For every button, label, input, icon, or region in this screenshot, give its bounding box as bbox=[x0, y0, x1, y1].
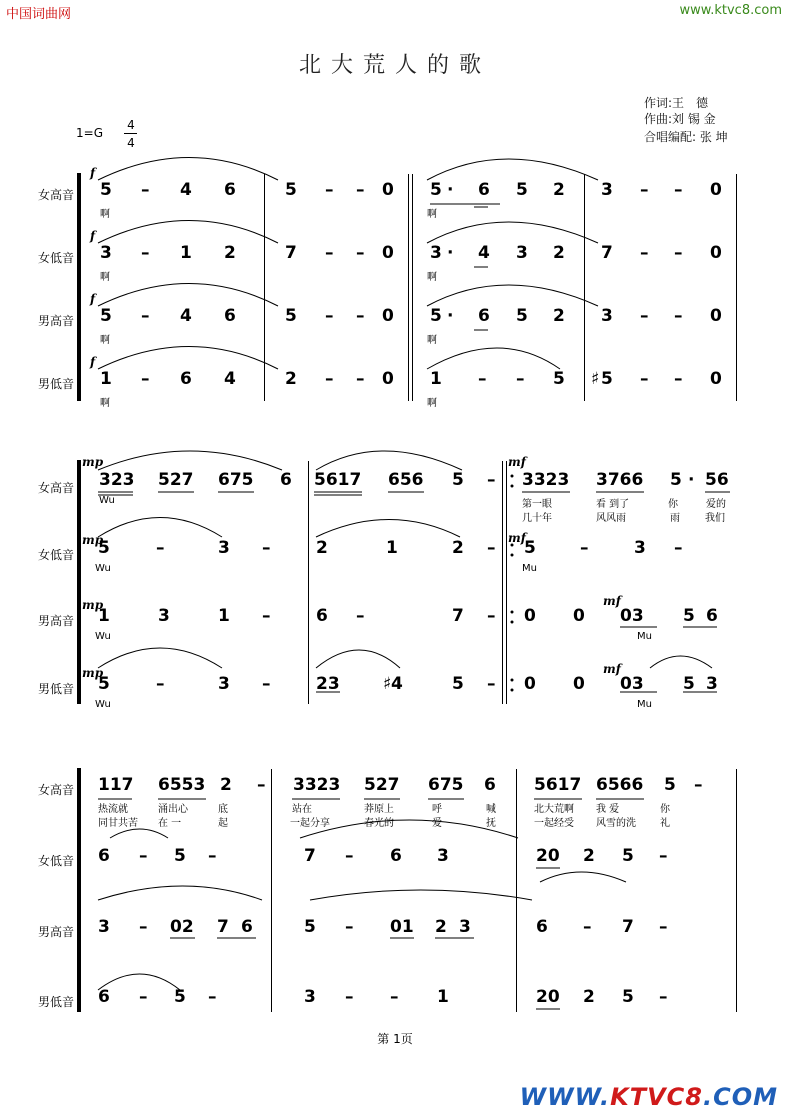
composer-credit: 作曲:刘 锡 金 bbox=[644, 112, 716, 126]
note: 4 bbox=[224, 369, 236, 389]
note: 3 bbox=[706, 674, 718, 694]
lyric: 热流就 bbox=[98, 804, 128, 815]
lyric-verse-2: 春光的 bbox=[364, 818, 394, 829]
voice-label-alto: 女低音 bbox=[37, 251, 74, 265]
lyric-verse-2: 同甘共苦 bbox=[98, 818, 138, 829]
note: 5 bbox=[100, 306, 112, 326]
note: 3 bbox=[158, 606, 170, 626]
voice-label-soprano: 女高音 bbox=[37, 481, 74, 495]
lyric-verse-2: 爱 bbox=[432, 818, 442, 829]
dynamic-mark: mp bbox=[82, 598, 104, 612]
lyric: Mu bbox=[522, 563, 537, 574]
note: – bbox=[262, 606, 271, 626]
note: 323 bbox=[99, 470, 135, 490]
note: 02 bbox=[170, 917, 194, 937]
lyric: Wu bbox=[99, 495, 115, 506]
lyric-verse-2: 雨 bbox=[670, 513, 680, 524]
note: – bbox=[674, 180, 683, 200]
note: 3 bbox=[601, 180, 613, 200]
note: 7 bbox=[622, 917, 634, 937]
dynamic-mark: f bbox=[90, 355, 96, 369]
lyric: 喊 bbox=[486, 804, 496, 815]
lyric: 涌出心 bbox=[158, 804, 188, 815]
note: – bbox=[156, 674, 165, 694]
note: · bbox=[688, 470, 695, 490]
note: 2 bbox=[316, 538, 328, 558]
note: – bbox=[580, 538, 589, 558]
lyric: 莽原上 bbox=[364, 804, 394, 815]
note: 5 bbox=[516, 306, 528, 326]
note: 0 bbox=[573, 674, 585, 694]
note: 4 bbox=[180, 306, 192, 326]
note: 5 bbox=[553, 369, 565, 389]
note: 5 bbox=[670, 470, 682, 490]
note: 1 bbox=[218, 606, 230, 626]
arranger-credit: 合唱编配: 张 坤 bbox=[644, 130, 728, 144]
lyric: 啊 bbox=[100, 272, 110, 283]
note: 3 bbox=[304, 987, 316, 1007]
note: – bbox=[208, 846, 217, 866]
note: 0 bbox=[382, 180, 394, 200]
note: 01 bbox=[390, 917, 414, 937]
note: – bbox=[487, 674, 496, 694]
page-number: 第 1页 bbox=[377, 1032, 413, 1046]
note: 5617 bbox=[534, 775, 582, 795]
note: – bbox=[141, 180, 150, 200]
note: – bbox=[325, 243, 334, 263]
note: 6566 bbox=[596, 775, 644, 795]
note: 03 bbox=[620, 606, 644, 626]
note: – bbox=[356, 243, 365, 263]
note: 5 bbox=[100, 180, 112, 200]
note: 20 bbox=[536, 846, 560, 866]
voice-label-alto: 女低音 bbox=[37, 548, 74, 562]
note: 4 bbox=[180, 180, 192, 200]
note: – bbox=[674, 538, 683, 558]
note: – bbox=[141, 243, 150, 263]
note: – bbox=[487, 606, 496, 626]
note: – bbox=[674, 306, 683, 326]
lyric-verse-2: 起 bbox=[218, 818, 228, 829]
note: – bbox=[141, 369, 150, 389]
lyric: 看 到了 bbox=[596, 499, 630, 510]
note: 5 bbox=[452, 470, 464, 490]
note: 1 bbox=[98, 606, 110, 626]
note: 3323 bbox=[293, 775, 341, 795]
lyric: 你 bbox=[668, 499, 678, 510]
lyric-verse-2: 几十年 bbox=[522, 513, 552, 524]
note: 6 bbox=[478, 180, 490, 200]
voice-label-soprano: 女高音 bbox=[37, 783, 74, 797]
lyric: 北大荒啊 bbox=[534, 804, 574, 815]
lyric: Mu bbox=[637, 699, 652, 710]
note: 0 bbox=[710, 243, 722, 263]
voice-label-soprano: 女高音 bbox=[37, 188, 74, 202]
note: · bbox=[447, 306, 454, 326]
note: 6 bbox=[536, 917, 548, 937]
note: 5 bbox=[304, 917, 316, 937]
note: 5 bbox=[683, 674, 695, 694]
note: 1 bbox=[430, 369, 442, 389]
note: 1 bbox=[386, 538, 398, 558]
note: 6553 bbox=[158, 775, 206, 795]
note: 6 bbox=[390, 846, 402, 866]
note: 0 bbox=[710, 306, 722, 326]
note: 3766 bbox=[596, 470, 644, 490]
note: 1 bbox=[180, 243, 192, 263]
note: 675 bbox=[428, 775, 464, 795]
note: – bbox=[325, 180, 334, 200]
note: 3 bbox=[218, 538, 230, 558]
footer-prefix: WWW. bbox=[519, 1083, 611, 1111]
note: 117 bbox=[98, 775, 134, 795]
note: 7 bbox=[304, 846, 316, 866]
note: 2 bbox=[553, 306, 565, 326]
note: – bbox=[478, 369, 487, 389]
voice-label-bass: 男低音 bbox=[37, 682, 74, 696]
note: – bbox=[356, 306, 365, 326]
note: 5 bbox=[683, 606, 695, 626]
note: 3 bbox=[634, 538, 646, 558]
lyric: 啊 bbox=[100, 209, 110, 220]
footer-mid: KTVC8 bbox=[610, 1083, 703, 1111]
dynamic-mark: mf bbox=[603, 662, 621, 676]
note: – bbox=[487, 470, 496, 490]
lyric: 第一眼 bbox=[522, 499, 552, 510]
note: – bbox=[674, 243, 683, 263]
note: · bbox=[447, 243, 454, 263]
note: 527 bbox=[364, 775, 400, 795]
lyric-verse-2: 我们 bbox=[705, 513, 725, 524]
note: 2 bbox=[452, 538, 464, 558]
note: 3 bbox=[459, 917, 471, 937]
note: 5 bbox=[430, 180, 442, 200]
note: 0 bbox=[710, 180, 722, 200]
note: – bbox=[139, 917, 148, 937]
note: 3323 bbox=[522, 470, 570, 490]
lyric-verse-2: 风雪的洗 bbox=[596, 818, 636, 829]
dynamic-mark: f bbox=[90, 229, 96, 243]
lyric: 啊 bbox=[427, 272, 437, 283]
note: 5 bbox=[174, 987, 186, 1007]
note: – bbox=[674, 369, 683, 389]
note: – bbox=[659, 917, 668, 937]
note: – bbox=[356, 180, 365, 200]
note: 3 bbox=[218, 674, 230, 694]
note: 5 bbox=[430, 306, 442, 326]
lyric: 你 bbox=[660, 804, 670, 815]
lyric: 啊 bbox=[100, 398, 110, 409]
note: ♯ bbox=[383, 674, 392, 694]
note: · bbox=[447, 180, 454, 200]
note: 6 bbox=[316, 606, 328, 626]
note: 7 bbox=[452, 606, 464, 626]
note: – bbox=[257, 775, 266, 795]
note: 5 bbox=[98, 674, 110, 694]
note: 3 bbox=[100, 243, 112, 263]
lyric: Wu bbox=[95, 631, 111, 642]
dynamic-mark: mf bbox=[603, 594, 621, 608]
lyric: Mu bbox=[637, 631, 652, 642]
note: 3 bbox=[601, 306, 613, 326]
note: 0 bbox=[710, 369, 722, 389]
note: 5 bbox=[174, 846, 186, 866]
site-name-left[interactable]: 中国词曲网 bbox=[6, 7, 72, 22]
note: – bbox=[141, 306, 150, 326]
note: – bbox=[356, 369, 365, 389]
lyric: 我 爱 bbox=[596, 804, 620, 815]
key-signature: 1=G bbox=[76, 126, 103, 140]
note: 56 bbox=[705, 470, 729, 490]
note: – bbox=[640, 306, 649, 326]
note: – bbox=[640, 243, 649, 263]
lyric: 啊 bbox=[100, 335, 110, 346]
note: 5 bbox=[601, 369, 613, 389]
note: 0 bbox=[524, 606, 536, 626]
lyric: 啊 bbox=[427, 209, 437, 220]
note: 3 bbox=[430, 243, 442, 263]
footer-watermark[interactable] bbox=[520, 1083, 778, 1111]
note: – bbox=[345, 917, 354, 937]
note: – bbox=[516, 369, 525, 389]
note: – bbox=[659, 987, 668, 1007]
note: ♯ bbox=[591, 369, 600, 389]
note: 5 bbox=[452, 674, 464, 694]
lyric: 啊 bbox=[427, 398, 437, 409]
note: 3 bbox=[98, 917, 110, 937]
site-url-right[interactable]: www.ktvc8.com bbox=[679, 3, 782, 18]
note: 675 bbox=[218, 470, 254, 490]
note: 7 bbox=[601, 243, 613, 263]
lyric: 爱的 bbox=[706, 499, 726, 510]
voice-label-tenor: 男高音 bbox=[37, 314, 74, 328]
voice-label-bass: 男低音 bbox=[37, 995, 74, 1009]
note: 6 bbox=[280, 470, 292, 490]
voice-label-tenor: 男高音 bbox=[37, 925, 74, 939]
note: 0 bbox=[524, 674, 536, 694]
dynamic-mark: mp bbox=[82, 533, 104, 547]
voice-label-alto: 女低音 bbox=[37, 854, 74, 868]
note: 5 bbox=[98, 538, 110, 558]
note: – bbox=[583, 917, 592, 937]
note: 23 bbox=[316, 674, 340, 694]
note: – bbox=[325, 369, 334, 389]
note: 7 bbox=[285, 243, 297, 263]
note: 2 bbox=[220, 775, 232, 795]
lyric: 呼 bbox=[432, 804, 442, 815]
footer-suffix: .COM bbox=[702, 1083, 778, 1111]
voice-label-tenor: 男高音 bbox=[37, 614, 74, 628]
time-signature-bottom: 4 bbox=[127, 136, 135, 150]
note: 0 bbox=[382, 243, 394, 263]
note: 5 bbox=[524, 538, 536, 558]
note: 6 bbox=[98, 846, 110, 866]
note: 6 bbox=[706, 606, 718, 626]
note: 2 bbox=[583, 987, 595, 1007]
lyric: 啊 bbox=[427, 335, 437, 346]
note: 5 bbox=[516, 180, 528, 200]
lyric: 站在 bbox=[292, 804, 312, 815]
lyric: 底 bbox=[218, 804, 228, 815]
lyricist-credit: 作词:王 德 bbox=[644, 96, 709, 110]
note: 2 bbox=[224, 243, 236, 263]
note: 656 bbox=[388, 470, 424, 490]
note: 3 bbox=[437, 846, 449, 866]
note: 5 bbox=[622, 987, 634, 1007]
song-title: 北大荒人的歌 bbox=[298, 53, 491, 78]
note: – bbox=[156, 538, 165, 558]
note: 2 bbox=[285, 369, 297, 389]
time-signature-top: 4 bbox=[127, 118, 135, 132]
note: – bbox=[390, 987, 399, 1007]
dynamic-mark: mp bbox=[82, 455, 104, 469]
note: – bbox=[487, 538, 496, 558]
note: – bbox=[208, 987, 217, 1007]
note: 03 bbox=[620, 674, 644, 694]
note: 2 bbox=[583, 846, 595, 866]
note: 3 bbox=[516, 243, 528, 263]
dynamic-mark: f bbox=[90, 292, 96, 306]
note: 2 bbox=[553, 243, 565, 263]
note: 4 bbox=[478, 243, 490, 263]
note: 1 bbox=[100, 369, 112, 389]
note: 2 bbox=[435, 917, 447, 937]
lyric-verse-2: 礼 bbox=[660, 818, 670, 829]
lyric-verse-2: 一起经受 bbox=[534, 818, 574, 829]
note: 4 bbox=[391, 674, 403, 694]
note: – bbox=[139, 987, 148, 1007]
note: – bbox=[139, 846, 148, 866]
note: 5 bbox=[664, 775, 676, 795]
lyric-verse-2: 在 一 bbox=[158, 818, 182, 829]
dynamic-mark: mf bbox=[508, 531, 526, 545]
lyric: Wu bbox=[95, 699, 111, 710]
note: 20 bbox=[536, 987, 560, 1007]
note: 0 bbox=[382, 369, 394, 389]
note: – bbox=[345, 987, 354, 1007]
note: – bbox=[640, 180, 649, 200]
note: – bbox=[356, 606, 365, 626]
note: 527 bbox=[158, 470, 194, 490]
lyric-verse-2: 一起分享 bbox=[290, 818, 330, 829]
note: – bbox=[262, 674, 271, 694]
dynamic-mark: mf bbox=[508, 455, 526, 469]
note: 5 bbox=[285, 180, 297, 200]
note: – bbox=[345, 846, 354, 866]
lyric: Wu bbox=[95, 563, 111, 574]
note: 5 bbox=[622, 846, 634, 866]
note: 6 bbox=[241, 917, 253, 937]
dynamic-mark: f bbox=[90, 166, 96, 180]
note: 2 bbox=[553, 180, 565, 200]
note: – bbox=[640, 369, 649, 389]
note: 5617 bbox=[314, 470, 362, 490]
voice-label-bass: 男低音 bbox=[37, 377, 74, 391]
note: – bbox=[694, 775, 703, 795]
note: 6 bbox=[98, 987, 110, 1007]
note: – bbox=[659, 846, 668, 866]
note: 0 bbox=[382, 306, 394, 326]
note: 5 bbox=[285, 306, 297, 326]
note: – bbox=[262, 538, 271, 558]
note: 6 bbox=[484, 775, 496, 795]
note: – bbox=[325, 306, 334, 326]
note: 0 bbox=[573, 606, 585, 626]
note: 6 bbox=[224, 180, 236, 200]
note: 6 bbox=[180, 369, 192, 389]
note: 7 bbox=[217, 917, 229, 937]
note: 6 bbox=[224, 306, 236, 326]
lyric-verse-2: 风风雨 bbox=[596, 513, 626, 524]
note: 6 bbox=[478, 306, 490, 326]
dynamic-mark: mp bbox=[82, 666, 104, 680]
note: 1 bbox=[437, 987, 449, 1007]
lyric-verse-2: 抚 bbox=[486, 818, 496, 829]
